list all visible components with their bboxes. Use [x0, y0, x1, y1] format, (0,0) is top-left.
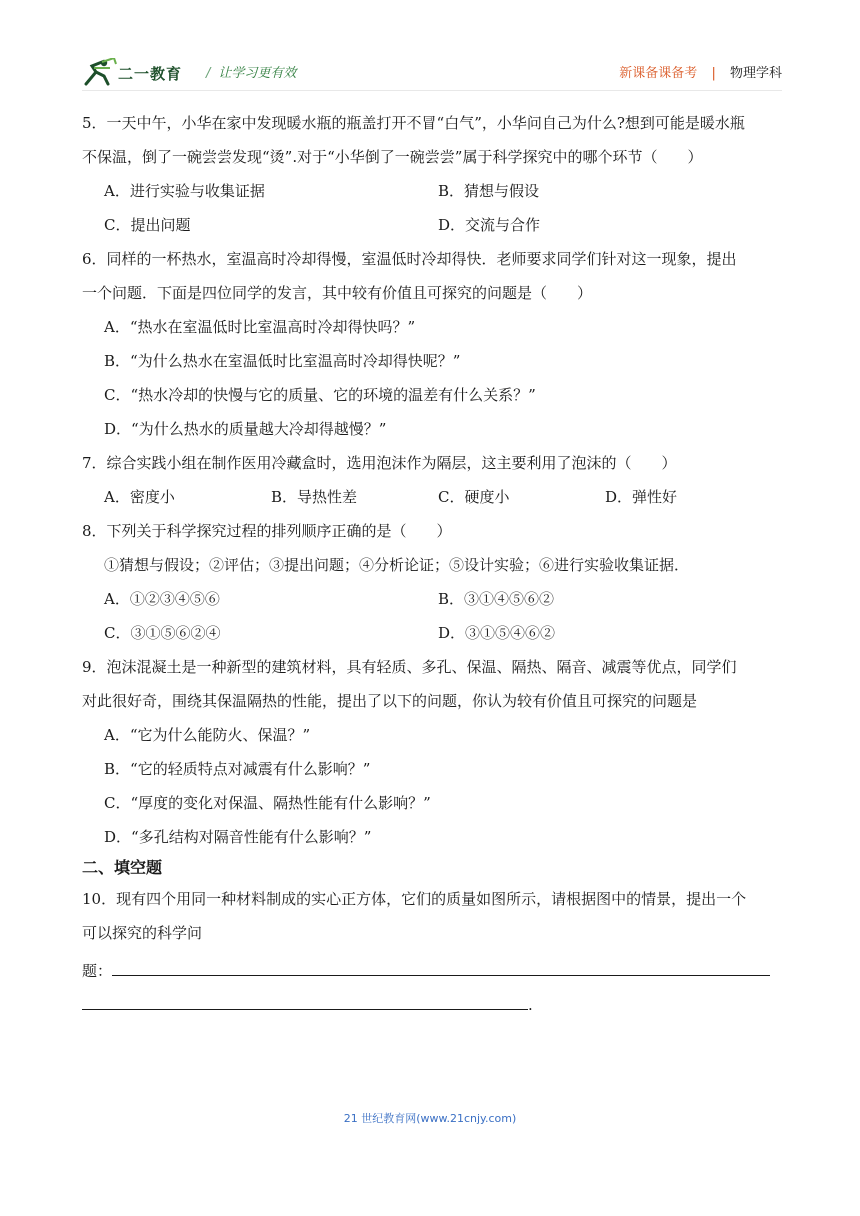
q9-line2: 对此很好奇，围绕其保温隔热的性能，提出了以下的问题，你认为较有价值且可探究的问题是: [82, 692, 698, 710]
q6-line2: 一个问题．下面是四位同学的发言，其中较有价值且可探究的问题是（ ）: [82, 284, 593, 302]
q10-line1: 10．现有四个用同一种材料制成的实心正方体，它们的质量如图所示，请根据图中的情景，提出一个: [82, 890, 747, 908]
q6-option-a: A．“热水在室温低时比室温高时冷却得快吗？”: [104, 318, 416, 336]
q7-options-row: [82, 480, 782, 514]
q9-option-d: D．“多孔结构对隔音性能有什么影响？”: [104, 828, 372, 846]
header-divider: [82, 90, 782, 91]
q5-line2: 不保温，倒了一碗尝尝发现“烫”.对于“小华倒了一碗尝尝”属于科学探究中的哪个环节（ ）: [82, 148, 703, 166]
q8-option-c: C．③①⑤⑥②④: [104, 624, 221, 642]
q9-option-b: B．“它的轻质特点对减震有什么影响？”: [104, 760, 371, 778]
logo: [82, 58, 182, 88]
q10-line2: 可以探究的科学问: [82, 924, 203, 942]
q7-option-b: B．导热性差: [271, 488, 358, 506]
q5-line1: 5．一天中午，小华在家中发现暖水瓶的瓶盖打开不冒“白气”，小华问自己为什么?想到可能是暖水瓶: [82, 114, 745, 132]
q8-option-d: D．③①⑤④⑥②: [438, 624, 556, 642]
q6-option-d: D．“为什么热水的质量越大冷却得越慢？”: [104, 420, 387, 438]
logo-text: 二一教育: [118, 65, 183, 83]
document-body: [82, 106, 782, 1022]
q6-line1: 6．同样的一杯热水，室温高时冷却得慢，室温低时冷却得快．老师要求同学们针对这一现象，提出: [82, 250, 737, 268]
runner-logo-icon: [82, 58, 118, 88]
q7-line1: 7．综合实践小组在制作医用冷藏盒时，选用泡沫作为隔层，这主要利用了泡沫的（ ）: [82, 454, 677, 472]
q8-option-a: A．①②③④⑤⑥: [104, 590, 220, 608]
header-tag-course: 新课备课备考: [619, 66, 698, 81]
q5-option-a: A．进行实验与收集证据: [104, 182, 265, 200]
q10-answer-row2: [82, 988, 782, 1022]
q9-option-a: A．“它为什么能防火、保温？”: [104, 726, 311, 744]
q8-line1: 8．下列关于科学探究过程的排列顺序正确的是（ ）: [82, 522, 452, 540]
q8-steps: ①猜想与假设；②评估；③提出问题；④分析论证；⑤设计实验；⑥进行实验收集证据．: [104, 556, 690, 574]
section-title-fill-in: 二、填空题: [82, 858, 163, 877]
q5-option-d: D．交流与合作: [438, 216, 541, 234]
q6-option-b: B．“为什么热水在室温低时比室温高时冷却得快呢？”: [104, 352, 461, 370]
q5-options-row1: [82, 174, 782, 208]
header-separator: |: [711, 66, 716, 81]
q10-answer-end: .: [528, 996, 533, 1014]
q5-option-b: B．猜想与假设: [438, 182, 540, 200]
header-right: [619, 62, 782, 81]
q8-option-b: B．③①④⑤⑥②: [438, 590, 555, 608]
q10-answer-label: 题：: [82, 962, 113, 980]
q5-options-row2: [82, 208, 782, 242]
header-tag-subject: 物理学科: [729, 66, 782, 81]
q8-options-row1: [82, 582, 782, 616]
q10-answer-row1: [82, 954, 782, 988]
q9-option-c: C．“厚度的变化对保温、隔热性能有什么影响？”: [104, 794, 431, 812]
page-footer: 21 世纪教育网(www.21cnjy.com): [343, 1112, 517, 1125]
q7-option-a: A．密度小: [104, 488, 175, 506]
page-header: [82, 56, 782, 90]
q9-line1: 9．泡沫混凝土是一种新型的建筑材料，具有轻质、多孔、保温、隔热、隔音、减震等优点，同学们: [82, 658, 737, 676]
q8-options-row2: [82, 616, 782, 650]
q5-option-c: C．提出问题: [104, 216, 191, 234]
slogan-text: 让学习更有效: [218, 66, 297, 81]
q7-option-d: D．弹性好: [605, 488, 678, 506]
q10-answer-blank-2[interactable]: [82, 995, 528, 1010]
q7-option-c: C．硬度小: [438, 488, 510, 506]
q6-option-c: C．“热水冷却的快慢与它的质量、它的环境的温差有什么关系？”: [104, 386, 536, 404]
q10-answer-blank-1[interactable]: [112, 961, 770, 976]
slogan: / 让学习更有效: [206, 66, 297, 81]
